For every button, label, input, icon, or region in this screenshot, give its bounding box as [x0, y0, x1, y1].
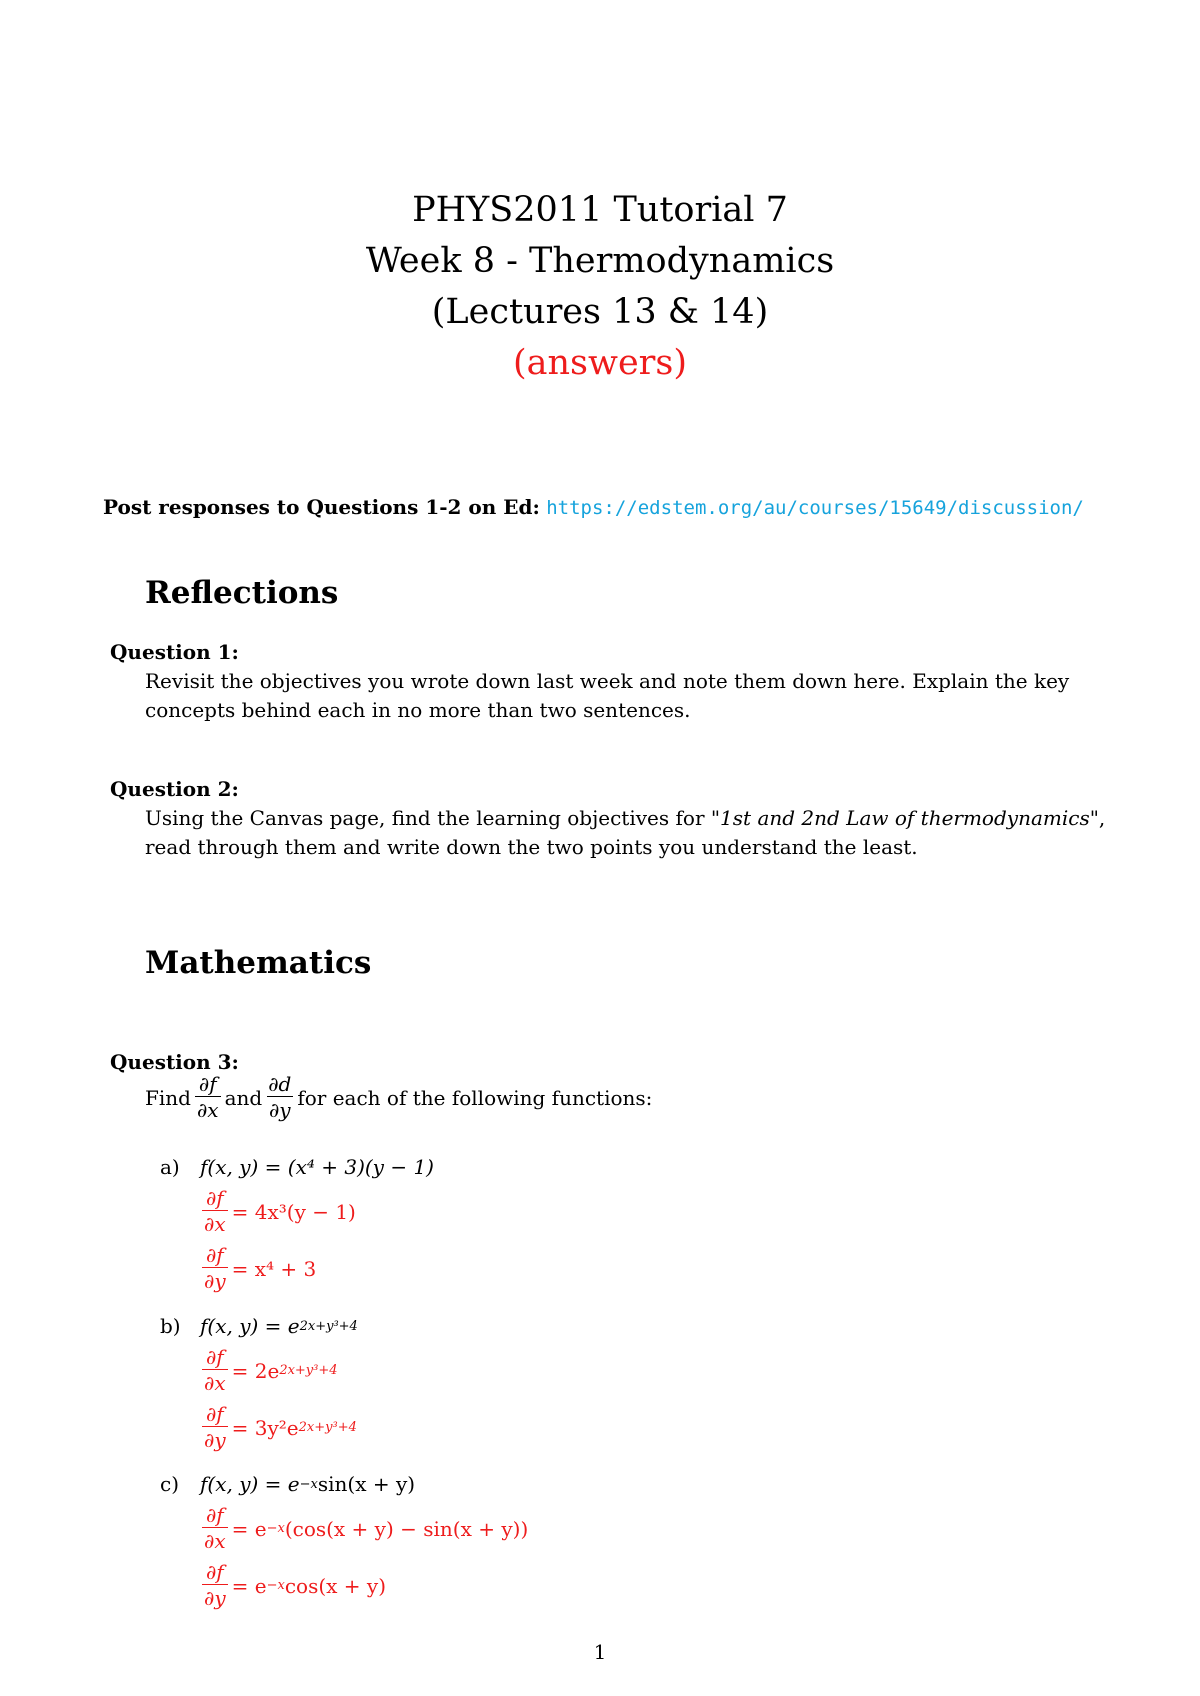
frac-denominator: ∂y: [204, 1586, 226, 1610]
partial-d-y-fraction: [266, 1072, 293, 1123]
question-2-quote: "1st and 2nd Law of thermodynamics": [710, 806, 1099, 830]
question-1-label: Question 1:: [110, 640, 239, 664]
section-mathematics: Mathematics: [145, 945, 372, 981]
item-c-dfdx-exponent: −x: [266, 1521, 285, 1536]
item-b-dfdy-base: = 3y²e: [231, 1415, 299, 1440]
lectures-title: (Lectures 13 & 14): [431, 292, 769, 332]
item-a-dfdx-value: = 4x³(y − 1): [231, 1199, 356, 1224]
and-word: and: [224, 1085, 263, 1110]
frac-numerator: ∂f: [205, 1243, 224, 1267]
post-responses-line: [103, 495, 1084, 519]
question-1-text: Revisit the objectives you wrote down last week and note them down here. Explain the key concepts behind each in no more than two sentences.: [145, 669, 1070, 722]
answers-title: (answers): [512, 343, 688, 383]
item-a-dfdx-fraction: [202, 1186, 228, 1237]
item-b-function-base: f(x, y) = e: [200, 1314, 300, 1338]
item-b-dfdy: [198, 1402, 357, 1453]
frac-numerator: ∂f: [198, 1072, 217, 1096]
partial-f-x-fraction: [195, 1072, 221, 1123]
frac-denominator: ∂x: [204, 1529, 226, 1553]
item-c-dfdy-exponent: −x: [266, 1578, 285, 1593]
item-b-dfdx-exponent: 2x+y³+4: [279, 1363, 338, 1378]
item-b-function: [200, 1314, 358, 1338]
page-number: 1: [593, 1640, 607, 1664]
item-c-dfdx-rest: (cos(x + y) − sin(x + y)): [284, 1516, 529, 1541]
item-b-dfdy-exponent: 2x+y³+4: [298, 1420, 357, 1435]
question-2-text: [145, 804, 1135, 862]
item-b-label: b): [160, 1314, 181, 1338]
item-b-dfdy-fraction: [202, 1402, 228, 1453]
item-a-dfdy-value: = x⁴ + 3: [231, 1256, 317, 1281]
item-a-dfdy: [198, 1243, 316, 1294]
find-word: Find: [145, 1085, 191, 1110]
frac-denominator: ∂y: [204, 1428, 226, 1452]
item-c-dfdx: [198, 1503, 528, 1554]
item-c-dfdy-rest: cos(x + y): [284, 1573, 386, 1598]
question-3-label: Question 3:: [110, 1050, 239, 1074]
item-c-function-base: f(x, y) = e: [200, 1472, 300, 1496]
frac-denominator: ∂x: [196, 1098, 219, 1122]
item-c-dfdy-fraction: [202, 1560, 228, 1611]
section-reflections: Reflections: [145, 575, 339, 611]
item-b-dfdx: [198, 1345, 338, 1396]
item-c-function: [200, 1472, 415, 1496]
item-a-dfdx: [198, 1186, 356, 1237]
frac-numerator: ∂d: [268, 1072, 292, 1096]
ed-discussion-link[interactable]: https://edstem.org/au/courses/15649/discussion/: [546, 497, 1084, 519]
item-a-dfdy-fraction: [202, 1243, 228, 1294]
week-title: Week 8 - Thermodynamics: [365, 241, 835, 281]
frac-numerator: ∂f: [205, 1402, 224, 1426]
frac-numerator: ∂f: [205, 1560, 224, 1584]
title-block: [0, 185, 1200, 389]
question-2-text-after: , read through them and write down the two points you understand the least.: [145, 806, 1106, 859]
question-2-text-before: Using the Canvas page, find the learning objectives for: [145, 806, 711, 830]
item-b-dfdx-fraction: [202, 1345, 228, 1396]
frac-numerator: ∂f: [205, 1503, 224, 1527]
frac-denominator: ∂y: [204, 1269, 226, 1293]
frac-denominator: ∂x: [204, 1212, 226, 1236]
item-c-function-exponent: −x: [299, 1476, 318, 1492]
question-2-label: Question 2:: [110, 777, 239, 801]
frac-denominator: ∂y: [268, 1098, 291, 1122]
item-a-function: [200, 1155, 434, 1179]
item-c-function-rest: sin(x + y): [317, 1472, 416, 1496]
frac-denominator: ∂x: [204, 1371, 226, 1395]
question-3-prompt: [145, 1072, 652, 1123]
item-b-function-exponent: 2x+y³+4: [299, 1318, 358, 1334]
item-c-dfdy-base: = e: [231, 1573, 267, 1598]
item-c-dfdx-fraction: [202, 1503, 228, 1554]
question-3-rest: for each of the following functions:: [297, 1085, 653, 1110]
item-a-function-text: f(x, y) = (x⁴ + 3)(y − 1): [200, 1155, 434, 1179]
item-c-dfdy: [198, 1560, 386, 1611]
item-c-label: c): [160, 1472, 180, 1496]
frac-numerator: ∂f: [205, 1345, 224, 1369]
course-title: PHYS2011 Tutorial 7: [412, 190, 788, 230]
frac-numerator: ∂f: [205, 1186, 224, 1210]
item-c-dfdx-base: = e: [231, 1516, 267, 1541]
post-label: Post responses to Questions 1-2 on Ed:: [103, 495, 540, 519]
item-b-dfdx-base: = 2e: [231, 1358, 280, 1383]
item-a-label: a): [160, 1155, 180, 1179]
